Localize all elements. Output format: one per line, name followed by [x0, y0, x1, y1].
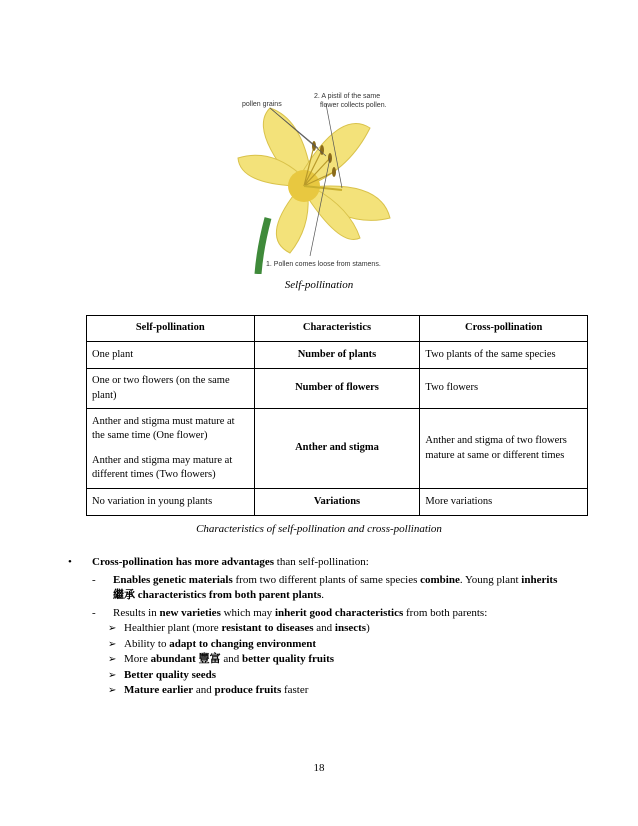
text-fragment: adapt to changing environment — [169, 637, 317, 650]
text-fragment: inherit good characteristics — [274, 606, 404, 619]
table-row — [87, 369, 588, 409]
text-fragment: Better quality seeds — [124, 668, 217, 681]
sub-bullet-varieties — [68, 606, 608, 622]
label-stamens: 1. Pollen comes loose from stamens. — [266, 261, 381, 268]
dash-icon: - — [92, 573, 96, 586]
table-header-row — [87, 316, 588, 342]
text-fragment: and — [193, 684, 215, 696]
text-fragment: More — [124, 653, 151, 665]
text-fragment: which may — [220, 606, 275, 619]
self-pollination-figure — [230, 88, 406, 274]
cell-cross: More variations — [420, 489, 588, 516]
arrow-bullet-icon: ➢ — [108, 654, 117, 665]
cell-self-one-flower: Anther and stigma must mature at the same time (One flower) — [92, 416, 235, 442]
cell-characteristic: Anther and stigma — [254, 409, 420, 489]
table-row — [87, 489, 588, 516]
page-number: 18 — [313, 762, 325, 774]
cell-cross: Two plants of the same species — [420, 342, 588, 369]
cell-self — [87, 409, 255, 489]
lily-flower-illustration — [230, 88, 406, 274]
arrow-bullet-icon: ➢ — [108, 685, 117, 696]
text-fragment: from two different plants of same species — [232, 573, 421, 586]
arrow-item — [68, 637, 608, 653]
advantages-list — [68, 555, 608, 699]
arrow-item — [68, 652, 608, 668]
arrow-bullet-icon: ➢ — [108, 623, 117, 634]
cell-characteristic: Number of plants — [254, 342, 420, 369]
text-fragment: and — [220, 653, 242, 665]
cell-cross: Two flowers — [420, 369, 588, 409]
text-fragment: insects — [334, 622, 367, 634]
header-self: Self-pollination — [87, 316, 255, 342]
main-bullet-bold: Cross-pollination has more advantages — [92, 556, 275, 568]
table-caption: Characteristics of self-pollination and cross-pollination — [196, 523, 442, 535]
text-fragment: Results in — [113, 606, 160, 619]
arrow-item — [68, 683, 608, 699]
header-cross: Cross-pollination — [420, 316, 588, 342]
text-fragment: combine — [420, 573, 460, 586]
text-fragment: and — [313, 622, 335, 634]
pollination-comparison-table — [86, 315, 588, 516]
cell-self: One plant — [87, 342, 255, 369]
bullet-dot-icon: • — [68, 556, 72, 568]
figure-caption: Self-pollination — [284, 279, 354, 291]
text-fragment: . — [321, 589, 325, 601]
table-row — [87, 409, 588, 489]
arrow-item — [68, 668, 608, 684]
text-fragment: 繼承 characteristics from both parent plants — [113, 589, 322, 601]
label-pistil-line1: 2. A pistil of the same — [314, 93, 381, 100]
text-fragment: faster — [281, 684, 309, 696]
text-fragment: produce fruits — [214, 684, 282, 696]
cell-characteristic: Variations — [254, 489, 420, 516]
dash-icon: - — [92, 606, 96, 619]
arrow-bullet-icon: ➢ — [108, 669, 117, 681]
text-fragment: from both parents: — [403, 606, 488, 619]
text-fragment: ) — [366, 622, 370, 634]
text-fragment: . Young plant — [459, 573, 522, 586]
cell-characteristic: Number of flowers — [254, 369, 420, 409]
text-fragment: resistant to diseases — [221, 622, 314, 634]
main-bullet — [68, 555, 608, 571]
header-characteristics: Characteristics — [254, 316, 420, 342]
table-row — [87, 342, 588, 369]
text-fragment: better quality fruits — [241, 653, 335, 665]
text-fragment: Enables genetic materials — [113, 573, 233, 586]
label-pistil-line2: flower collects pollen. — [320, 102, 387, 109]
cell-self: One or two flowers (on the same plant) — [87, 369, 255, 409]
text-fragment: inherits — [521, 573, 558, 586]
sub-bullet-genetic — [68, 573, 608, 604]
text-fragment: abundant 豐富 — [150, 653, 221, 665]
arrow-bullet-icon: ➢ — [108, 638, 117, 650]
main-bullet-text: than self-pollination: — [274, 556, 369, 568]
cell-self-two-flowers: Anther and stigma may mature at different times (Two flowers) — [92, 454, 233, 480]
text-fragment: Ability to — [124, 637, 170, 650]
cell-cross: Anther and stigma of two flowers mature at same or different times — [420, 409, 588, 489]
arrow-item — [68, 621, 608, 637]
cell-self: No variation in young plants — [87, 489, 255, 516]
text-fragment: Mature earlier — [124, 684, 194, 696]
text-fragment: Healthier plant (more — [124, 622, 222, 634]
label-pollen-grains: pollen grains — [242, 101, 282, 108]
text-fragment: new varieties — [159, 606, 221, 619]
